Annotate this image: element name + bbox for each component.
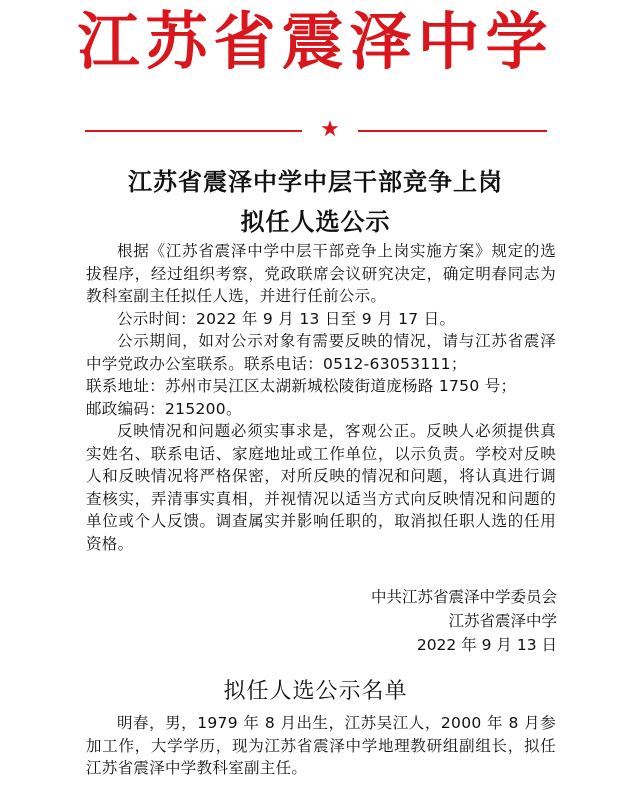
signature-block	[371, 585, 557, 657]
paragraph-period: 公示时间：2022 年 9 月 13 日至 9 月 17 日。	[117, 309, 456, 328]
signature-date: 2022 年 9 月 13 日	[416, 636, 557, 654]
red-rule-left	[85, 130, 302, 132]
red-star-icon: ★	[320, 117, 340, 142]
paragraph-address: 联系地址：苏州市吴江区太湖新城松陵街道庞杨路 1750 号；	[86, 377, 517, 395]
paragraph-contact: 公示期间，如对公示对象有需要反映的情况，请与江苏省震泽中学党政办公室联系。联系电话：0512-63053111；	[86, 332, 556, 373]
candidate-description: 明春，男，1979 年 8 月出生，江苏吴江人，2000 年 8 月参加工作，大学学历，现为江苏省震泽中学地理教研组副组长，拟任江苏省震泽中学教科室副主任。	[86, 714, 556, 777]
candidate-section	[86, 712, 556, 780]
document-title-line1: 江苏省震泽中学中层干部竞争上岗	[128, 167, 503, 196]
signature-org-party: 中共江苏省震泽中学委员会	[370, 588, 557, 606]
paragraph-basis: 根据《江苏省震泽中学中层干部竞争上岗实施方案》规定的选拔程序，经过组织考察，党政联席会议研究决定，确定明春同志为教科室副主任拟任人选，并进行任前公示。	[86, 242, 556, 305]
signature-org-school: 江苏省震泽中学	[448, 612, 557, 630]
paragraph-postcode: 邮政编码：215200。	[86, 399, 242, 418]
masthead-title: 江苏省震泽中学	[77, 5, 554, 78]
red-rule-right	[358, 130, 547, 132]
notice-body	[86, 240, 556, 555]
list-title: 拟任人选公示名单	[223, 679, 408, 704]
paragraph-requirements: 反映情况和问题必须实事求是，客观公正。反映人必须提供真实姓名、联系电话、家庭地址或工作单位，以示负责。学校对反映人和反映情况将严格保密，对所反映的情况和问题，将认真进行调查核实，弄清事实真相，并视情况以适当方式向反映情况和问题的单位或个人反馈。调查属实并影响任职的，取消拟任职人选的任用资格。	[86, 422, 556, 553]
document-title-line2: 拟任人选公示	[240, 207, 391, 236]
